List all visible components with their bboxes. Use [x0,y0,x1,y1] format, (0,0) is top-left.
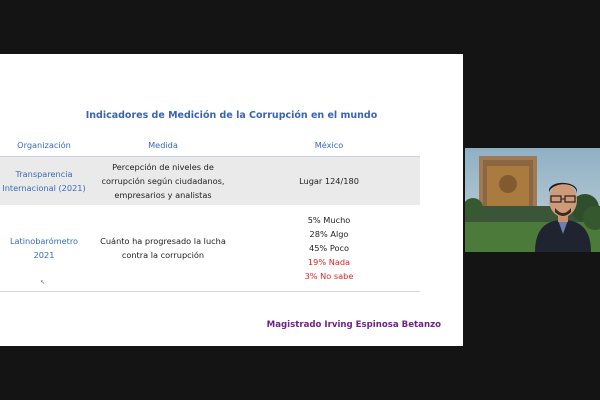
table-row [0,205,420,292]
decorative-mark: ↖ [40,279,46,286]
mexico-value: Lugar 124/180 [299,176,359,186]
mexico-cell [238,157,420,206]
indicators-table [0,134,420,292]
measure-cell [88,157,238,206]
header-mexico: México [238,134,420,157]
mexico-cell [238,205,420,292]
header-organization: Organización [0,134,88,157]
participant-video-icon [465,148,600,252]
organization-line: Latinobarómetro 2021 [9,236,79,260]
organization-cell [0,157,88,206]
organization-line: Internacional (2021) [2,183,86,193]
mexico-value: 28% Algo [309,229,349,239]
measure-cell [88,205,238,292]
measure-line: Percepción de niveles de [112,162,214,172]
participant-video[interactable] [465,148,600,252]
table-row [0,157,420,206]
presenter-name: Magistrado Irving Espinosa Betanzo [266,320,441,330]
slide-title: Indicadores de Medición de la Corrupción en el mundo [85,110,378,121]
mexico-value: 45% Poco [309,243,349,253]
organization-line: Transparencia [15,169,73,179]
measure-line: corrupción según ciudadanos, [101,176,225,186]
presentation-slide [0,54,463,346]
measure-line: Cuánto ha progresado la lucha [100,236,226,246]
measure-line: empresarios y analistas [114,190,212,200]
mexico-value-highlight: 19% Nada [307,257,351,267]
header-measure: Medida [88,134,238,157]
table-header-row [0,134,420,157]
mexico-value: 5% Mucho [307,215,351,225]
measure-line: contra la corrupción [121,250,205,260]
mexico-value-highlight: 3% No sabe [304,271,354,281]
